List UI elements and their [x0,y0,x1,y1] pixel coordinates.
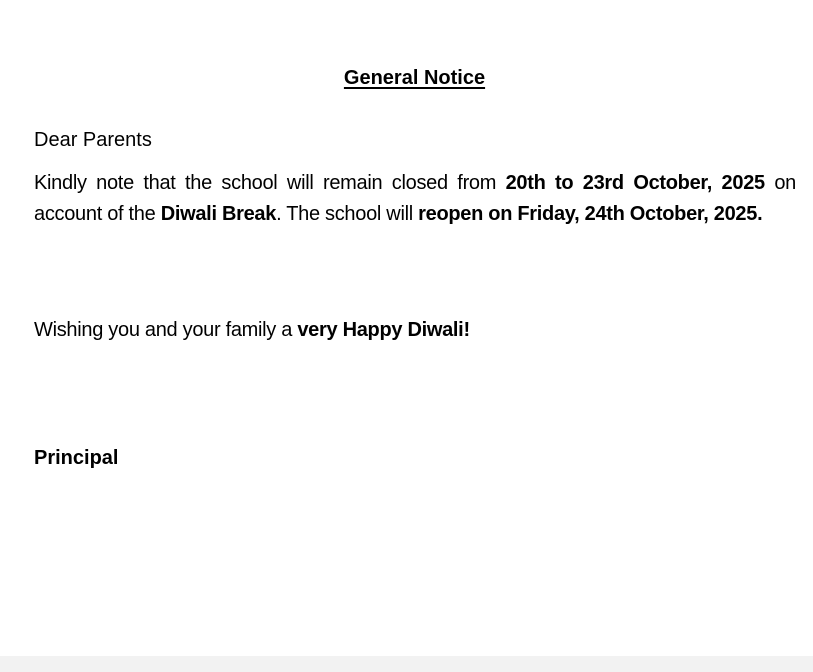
notice-body-paragraph [34,168,796,230]
body-text-3: . The school will [276,203,419,225]
signature: Principal [34,447,119,469]
wish-prefix: Wishing you and your family a [34,319,298,341]
salutation: Dear Parents [34,129,152,151]
reopen-date: reopen on Friday, 24th October, 2025. [418,203,763,225]
notice-title: General Notice [343,67,486,89]
break-name: Diwali Break [160,203,277,225]
wish-emphasis: very Happy Diwali! [297,319,470,341]
body-text-2: on account of the [34,172,796,225]
bottom-scroll-strip [0,656,813,672]
wish-line [34,316,470,344]
body-text-1: Kindly note that the school will remain closed from [34,172,506,194]
closure-dates: 20th to 23rd October, 2025 [505,172,765,194]
